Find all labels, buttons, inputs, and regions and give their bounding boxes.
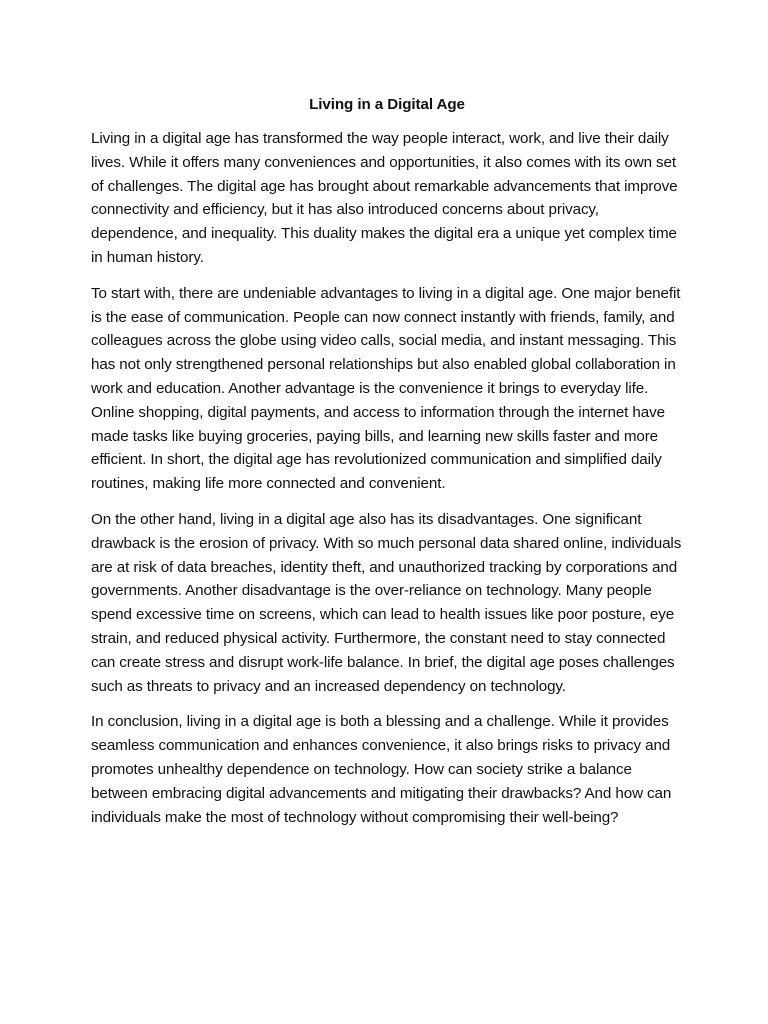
paragraph-advantages: To start with, there are undeniable advantages to living in a digital age. One major benefit is the ease of communication. People can now connect instantly with friends, family, and colleagues across the globe using video calls, social media, and instant messaging. This has not only strengthened personal relationships but also enabled global collaboration in work and education. Another advantage is the convenience it brings to everyday life. Online shopping, digital payments, and access to information through the internet have made tasks like buying groceries, paying bills, and learning new skills faster and more efficient. In short, the digital age has revolutionized communication and simplified daily routines, making life more connected and convenient. — [91, 284, 681, 493]
document-body — [91, 94, 683, 841]
paragraph-disadvantages: On the other hand, living in a digital age also has its disadvantages. One significant drawback is the erosion of privacy. With so much personal data shared online, individuals are at risk of data breaches, identity theft, and unauthorized tracking by corporations and governments. Another disadvantage is the over-reliance on technology. Many people spend excessive time on screens, which can lead to health issues like poor posture, eye strain, and reduced physical activity. Furthermore, the constant need to stay connected can create stress and disrupt work-life balance. In brief, the digital age poses challenges such as threats to privacy and an increased dependency on technology. — [91, 510, 682, 695]
paragraph-introduction: Living in a digital age has transformed the way people interact, work, and live their daily lives. While it offers many conveniences and opportunities, it also comes with its own set of challenges. The digital age has brought about remarkable advancements that improve connectivity and efficiency, but it has also introduced concerns about privacy, dependence, and inequality. This duality makes the digital era a unique yet complex time in human history. — [91, 130, 678, 266]
document-title: Living in a Digital Age — [309, 96, 465, 113]
paragraph-conclusion: In conclusion, living in a digital age is both a blessing and a challenge. While it provides seamless communication and enhances convenience, it also brings risks to privacy and promotes unhealthy dependence on technology. How can society strike a balance between embracing digital advancements and mitigating their drawbacks? And how can individuals make the most of technology without compromising their well-being? — [91, 713, 672, 826]
